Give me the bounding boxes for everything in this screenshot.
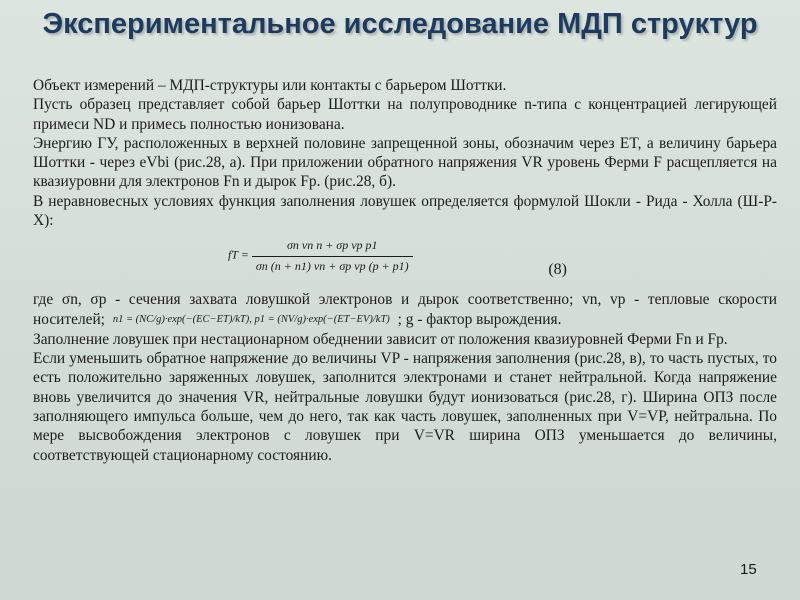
srh-formula [228, 236, 413, 276]
paragraph-voltage: Если уменьшить обратное напряжение до величины VP - напряжения заполнения (рис.28, в), то часть пустых, то есть положительно заряженных ловушек, заполнится электронами и станет нейтральной. Когда напряжение вновь увеличится до значения VR, нейтральные ловушки будут ионизоваться (рис.28, г). Ширина ОПЗ после заполняющего импульса больше, чем до него, так как часть ловушек, заполненных при V=VP, нейтральна. По мере высвобождения электронов с ловушек при V=VR ширина ОПЗ уменьшается до величины, соответствующей стационарному состоянию. [33, 350, 777, 464]
formula-fraction [252, 236, 413, 276]
paragraph-srh: В неравновесных условиях функция заполнения ловушек определяется формулой Шокли - Рида - Холла (Ш-Р-Х): [33, 192, 777, 230]
equation-number: (8) [548, 261, 567, 279]
slide-title: Экспериментальное исследование МДП структур [42, 8, 758, 40]
slide-body [33, 76, 777, 465]
formula-lhs: fT = [228, 247, 249, 262]
formula-8 [33, 232, 777, 290]
formula-numerator: σn vn n + σp vp p1 [252, 236, 413, 256]
formula-denominator: σn (n + n1) vn + σp vp (p + p1) [255, 258, 409, 273]
cross-sections-text: где σn, σp - сечения захвата ловушкой электронов и дырок соответственно; vn, vp - тепловые скорости носителей; [33, 291, 777, 328]
paragraph-filling: Заполнение ловушек при нестационарном обеднении зависит от положения квазиуровней Ферми Fn и Fp. [33, 330, 728, 348]
paragraph-cross-sections [33, 290, 777, 329]
paragraph-object: Объект измерений – МДП-структуры или контакты с барьером Шоттки. [33, 77, 507, 94]
n1-p1-formula: n1 = (NC/g)·exp(−(EC−ET)/kT), p1 = (NV/g)·exp(−(ET−EV)/kT) [112, 314, 390, 326]
paragraph-schottky: Пусть образец представляет собой барьер Шоттки на полупроводнике n-типа с концентрацией легирующей примеси ND и примесь полностью ионизована. [33, 96, 777, 133]
page-number: 15 [740, 561, 757, 578]
degeneracy-text: ; g - фактор вырождения. [397, 310, 562, 328]
paragraph-energy: Энергию ГУ, расположенных в верхней половине запрещенной зоны, обозначим через ET, а величину барьера Шоттки - через eVbi (рис.28, а). При приложении обратного напряжения VR уровень Ферми F расщепляется на квазиуровни для электронов Fn и дырок Fp. (рис.28, б). [33, 134, 777, 191]
